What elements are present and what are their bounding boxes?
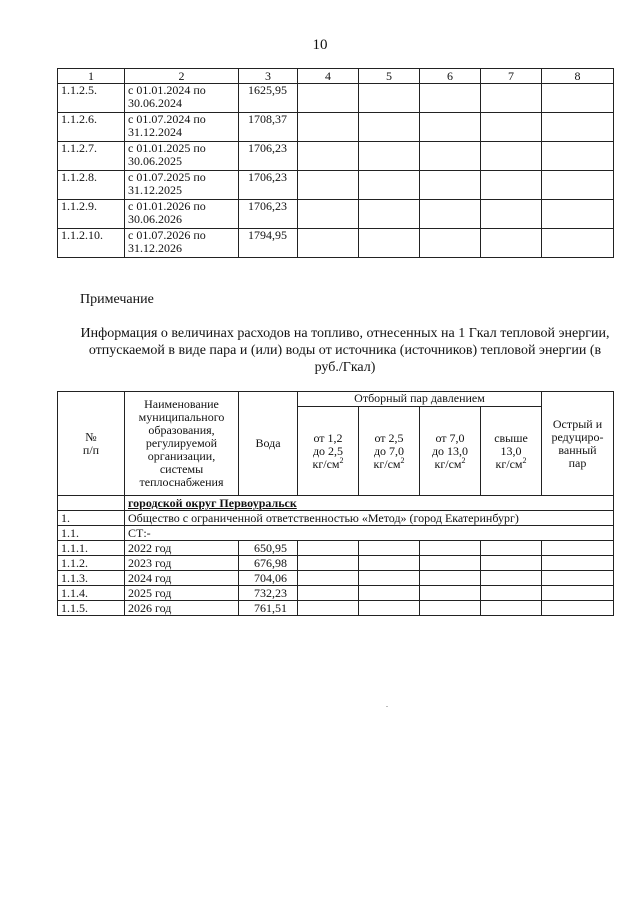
header-sharp-line: редуциро- [551, 429, 604, 444]
district-label: городской округ Первоуральск [128, 496, 297, 510]
value-cell: 761,51 [239, 601, 298, 616]
value-cell: 676,98 [239, 556, 298, 571]
header-name [125, 392, 239, 496]
period-end: 30.06.2024 [128, 96, 182, 110]
period-cell [125, 113, 239, 142]
table-row [58, 541, 614, 556]
steam-unit: кг/см [312, 456, 340, 471]
table-row [58, 571, 614, 586]
row-number: 1.1.2. [58, 556, 125, 571]
header-sharp-line: Острый и [552, 416, 603, 431]
value-cell: 1706,23 [239, 200, 298, 229]
header-cell: 4 [298, 69, 359, 84]
row-number: 1.1.2.5. [58, 84, 125, 113]
value-cell: 1706,23 [239, 142, 298, 171]
info-title: Информация о величинах расходов на топливо, отнесенных на 1 Гкал тепловой энергии, отпускаемой в виде пара и (или) воды от источника (источников) тепловой энергии (в руб./Гкал) [80, 326, 610, 375]
header-sharp-steam [542, 392, 614, 496]
table-row [58, 200, 614, 229]
header-water: Вода [239, 392, 298, 496]
steam-range-from: свыше [494, 430, 528, 445]
header-sharp-line: пар [568, 455, 587, 470]
table-header-row [58, 69, 614, 84]
header-steam-range [481, 407, 542, 496]
value-cell: 1708,37 [239, 113, 298, 142]
value-cell: 704,06 [239, 571, 298, 586]
period-start: с 01.01.2024 по [128, 83, 206, 97]
period-start: с 01.01.2025 по [128, 141, 206, 155]
header-cell: 7 [481, 69, 542, 84]
year-cell: 2023 год [125, 556, 239, 571]
period-end: 31.12.2025 [128, 183, 182, 197]
period-start: с 01.01.2026 по [128, 199, 206, 213]
header-steam-range [420, 407, 481, 496]
period-end: 31.12.2024 [128, 125, 182, 139]
value-cell: 650,95 [239, 541, 298, 556]
row-number: 1.1.2.7. [58, 142, 125, 171]
period-cell [125, 84, 239, 113]
scan-speck [386, 706, 388, 707]
row-number: 1.1.5. [58, 601, 125, 616]
steam-range-from: от 7,0 [435, 430, 465, 445]
value-cell: 732,23 [239, 586, 298, 601]
header-cell: 5 [359, 69, 420, 84]
row-number: 1.1.2.9. [58, 200, 125, 229]
steam-unit-exp: 2 [400, 455, 405, 465]
period-start: с 01.07.2024 по [128, 112, 206, 126]
header-num [58, 392, 125, 496]
steam-range-to: 13,0 [500, 443, 522, 458]
period-cell [125, 171, 239, 200]
row-number: 1.1.1. [58, 541, 125, 556]
period-start: с 01.07.2025 по [128, 170, 206, 184]
period-end: 31.12.2026 [128, 241, 182, 255]
header-num-label: п/п [82, 442, 100, 457]
system-row [58, 526, 614, 541]
header-name-line: системы [159, 462, 204, 476]
steam-unit-exp: 2 [461, 455, 466, 465]
table-row [58, 556, 614, 571]
header-name-line: регулируемой [145, 436, 218, 450]
tariff-table-continued [57, 68, 614, 258]
table-row [58, 84, 614, 113]
row-number: 1. [58, 511, 125, 526]
header-name-line: теплоснабжения [139, 475, 224, 489]
fuel-cost-table [57, 391, 614, 616]
table-row [58, 229, 614, 258]
period-end: 30.06.2026 [128, 212, 182, 226]
header-cell: 3 [239, 69, 298, 84]
organization-row [58, 511, 614, 526]
steam-unit-exp: 2 [522, 455, 527, 465]
header-cell: 1 [58, 69, 125, 84]
header-name-line: организации, [147, 449, 216, 463]
period-start: с 01.07.2026 по [128, 228, 206, 242]
steam-range-to: до 7,0 [373, 443, 405, 458]
steam-range-to: до 13,0 [431, 443, 469, 458]
header-cell: 8 [542, 69, 614, 84]
header-sharp-line: ванный [558, 442, 597, 457]
header-cell: 6 [420, 69, 481, 84]
year-cell: 2022 год [125, 541, 239, 556]
table-row [58, 171, 614, 200]
period-cell [125, 200, 239, 229]
header-name-line: муниципального [138, 410, 225, 424]
value-cell: 1794,95 [239, 229, 298, 258]
row-number: 1.1.2.8. [58, 171, 125, 200]
row-number: 1.1. [58, 526, 125, 541]
table-row [58, 113, 614, 142]
table-header-row [58, 392, 614, 407]
steam-range-from: от 2,5 [374, 430, 404, 445]
header-cell: 2 [125, 69, 239, 84]
header-num-symbol: № [85, 429, 97, 444]
steam-range-to: до 2,5 [312, 443, 344, 458]
header-name-line: образования, [148, 423, 215, 437]
table-row [58, 601, 614, 616]
row-number: 1.1.2.10. [58, 229, 125, 258]
year-cell: 2026 год [125, 601, 239, 616]
year-cell: 2024 год [125, 571, 239, 586]
row-number: 1.1.2.6. [58, 113, 125, 142]
system-name: СТ:- [125, 526, 614, 541]
period-end: 30.06.2025 [128, 154, 182, 168]
header-steam-group: Отборный пар давлением [298, 392, 542, 407]
steam-unit: кг/см [434, 456, 462, 471]
header-name-line: Наименование [144, 397, 219, 411]
value-cell: 1625,95 [239, 84, 298, 113]
row-number: 1.1.3. [58, 571, 125, 586]
table-row [58, 586, 614, 601]
value-cell: 1706,23 [239, 171, 298, 200]
district-name [125, 496, 614, 511]
note-label: Примечание [80, 292, 154, 307]
page-number: 10 [312, 37, 328, 53]
period-cell [125, 229, 239, 258]
row-number: 1.1.4. [58, 586, 125, 601]
organization-name: Общество с ограниченной ответственностью «Метод» (город Екатеринбург) [125, 511, 614, 526]
header-steam-range [298, 407, 359, 496]
steam-unit-exp: 2 [339, 455, 344, 465]
year-cell: 2025 год [125, 586, 239, 601]
steam-unit: кг/см [373, 456, 401, 471]
period-cell [125, 142, 239, 171]
table-row [58, 142, 614, 171]
steam-range-from: от 1,2 [313, 430, 343, 445]
district-row [58, 496, 614, 511]
header-steam-range [359, 407, 420, 496]
steam-unit: кг/см [495, 456, 523, 471]
